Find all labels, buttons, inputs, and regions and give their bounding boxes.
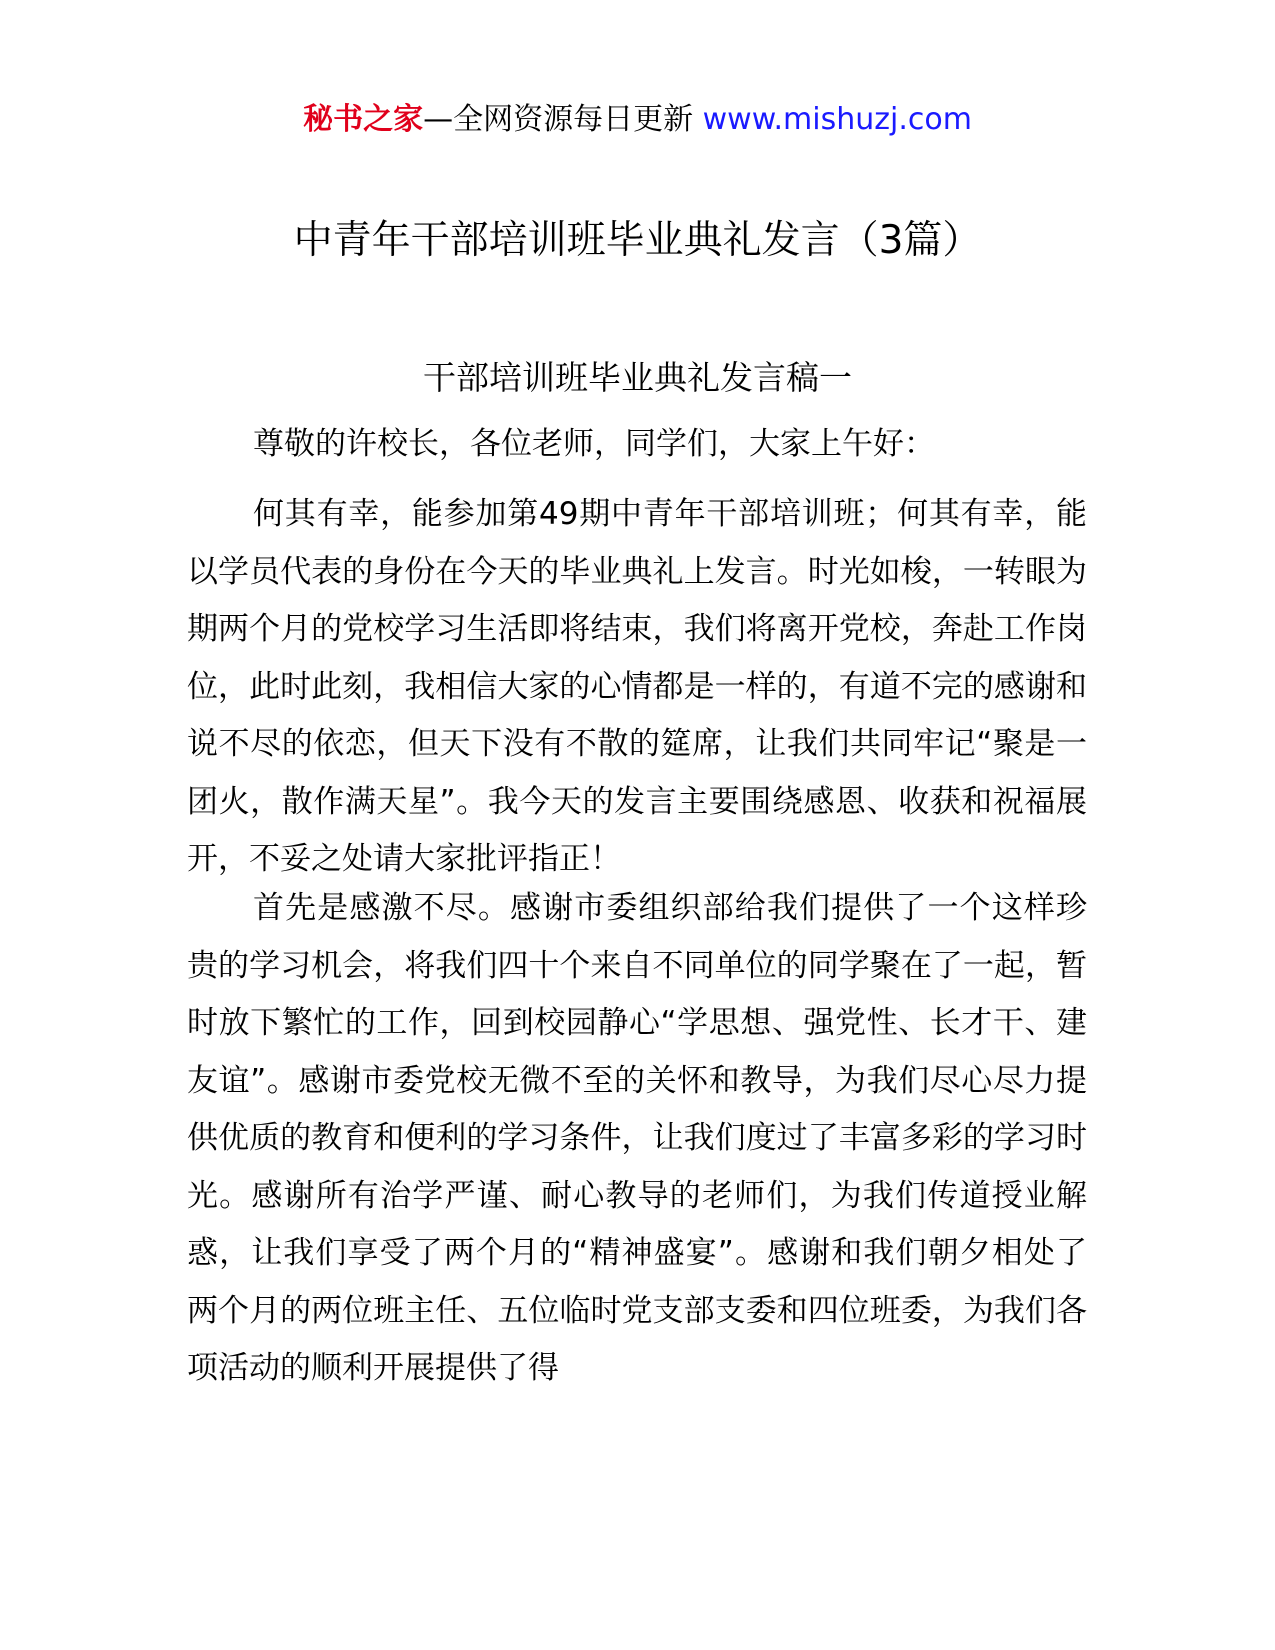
document-title: 中青年干部培训班毕业典礼发言（3篇） [293,218,982,263]
site-name: 秘书之家 [303,102,424,137]
site-url-link[interactable]: www.mishuzj.com [702,102,972,137]
section-title: 干部培训班毕业典礼发言稿一 [423,358,852,397]
body-paragraph: 首先是感激不尽。感谢市委组织部给我们提供了一个这样珍贵的学习机会，将我们四十个来自不同单位的同学聚在了一起，暂时放下繁忙的工作，回到校园静心“学思想、强党性、长才干、建友谊”。感谢市委党校无微不至的关怀和教导，为我们尽心尽力提供优质的教育和便利的学习条件，让我们度过了丰富多彩的学习时光。感谢所有治学严谨、耐心教导的老师们，为我们传道授业解惑，让我们享受了两个月的“精神盛宴”。感谢和我们朝夕相处了两个月的两位班主任、五位临时党支部支委和四位班委，为我们各项活动的顺利开展提供了得 [187,890,1087,1386]
body-paragraph: 何其有幸，能参加第49期中青年干部培训班；何其有幸，能以学员代表的身份在今天的毕业典礼上发言。时光如梭，一转眼为期两个月的党校学习生活即将结束，我们将离开党校，奔赴工作岗位，此时此刻，我相信大家的心情都是一样的，有道不完的感谢和说不尽的依恋，但天下没有不散的筵席，让我们共同牢记“聚是一团火，散作满天星”。我今天的发言主要围绕感恩、收获和祝福展开，不妥之处请大家批评指正！ [187,496,1087,877]
salutation: 尊敬的许校长，各位老师，同学们，大家上午好： [253,426,935,462]
site-tagline: —全网资源每日更新 [423,102,703,137]
site-header [0,98,1275,142]
